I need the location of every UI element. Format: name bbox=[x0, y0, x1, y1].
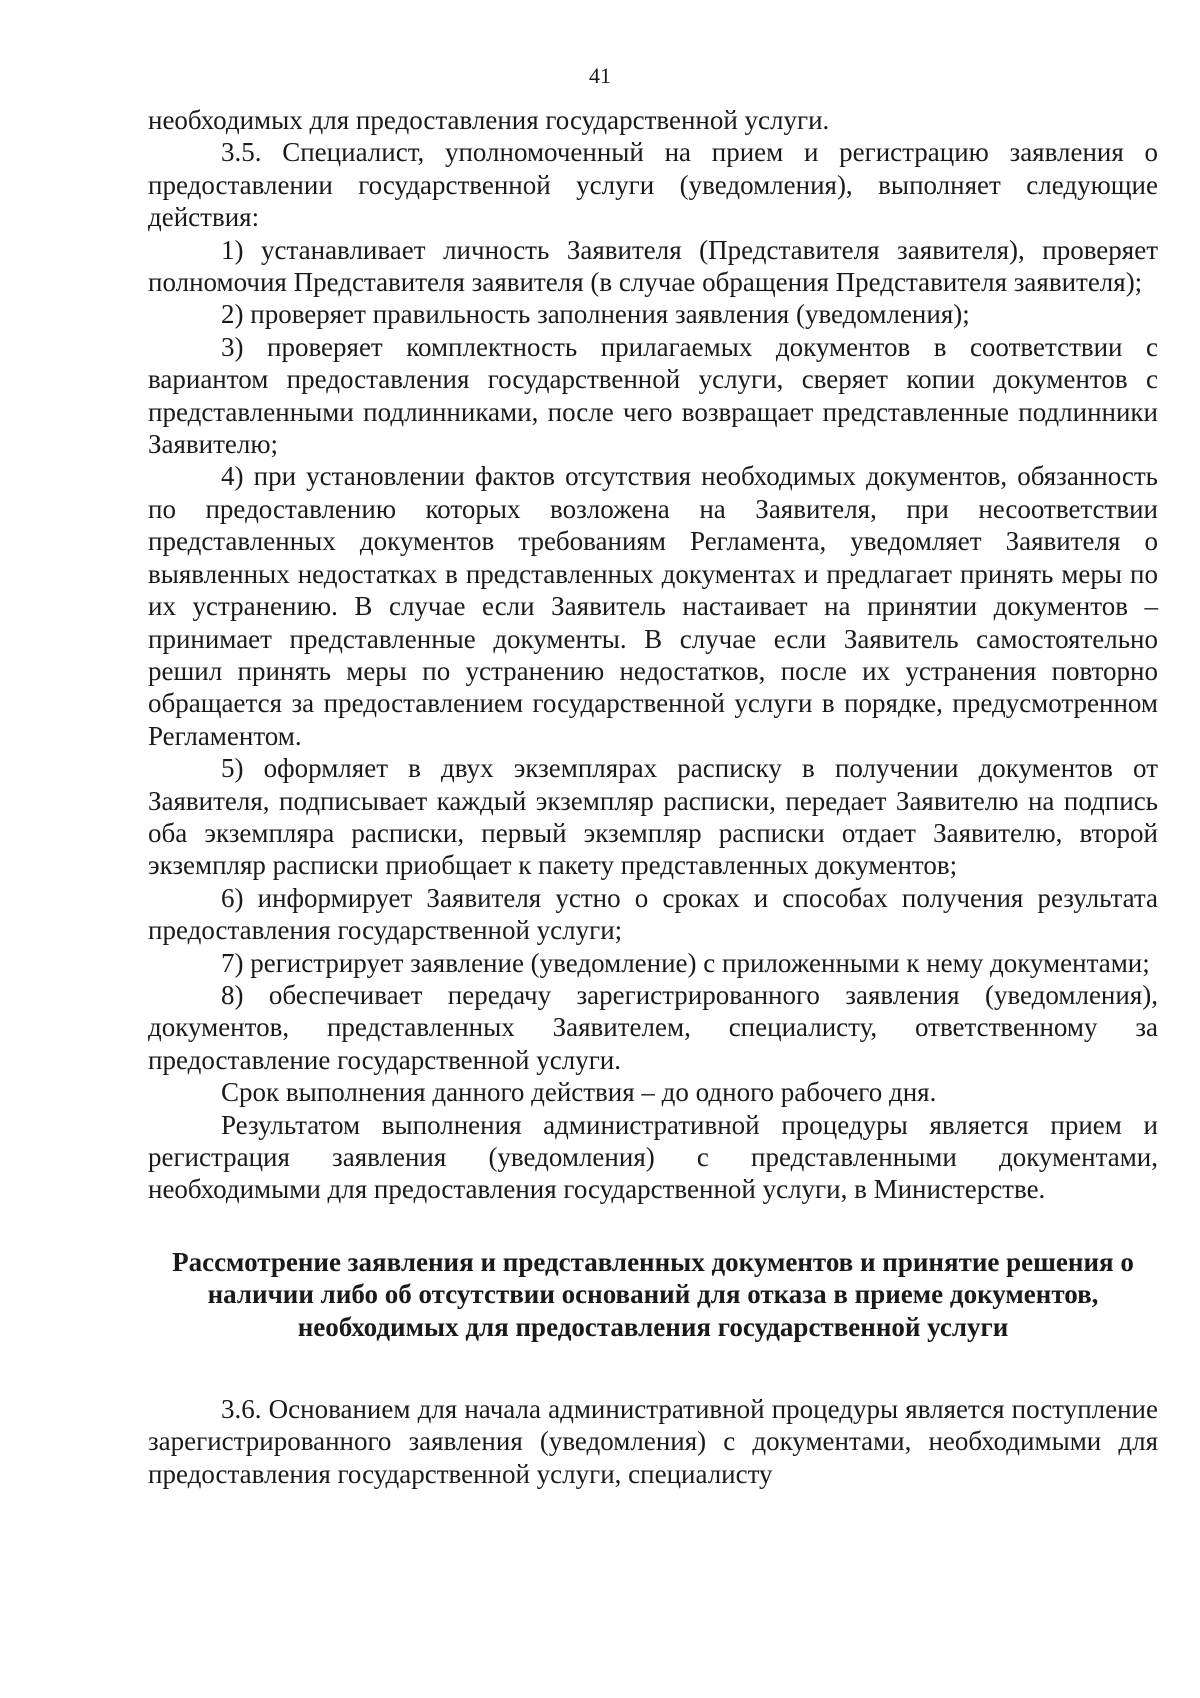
paragraph: необходимых для предоставления государственной услуги. bbox=[148, 105, 830, 135]
section-heading: Рассмотрение заявления и представленных документов и принятие решения о наличии либо об отсутствии оснований для отказа в приеме документов, необходимых для предоставления государственной услуги bbox=[172, 1246, 1134, 1342]
page-number: 41 bbox=[589, 63, 611, 88]
paragraph: 4) при установлении фактов отсутствия необходимых документов, обязанность по предоставлению которых возложена на Заявителя, при несоответствии представленных документов требованиям Регламента, уведомляет Заявителя о выявленных недостатках в представленных документах и предлагает принять меры по их устранению. В случае если Заявитель настаивает на принятии документов – принимает представленные документы. В случае если Заявитель самостоятельно решил принять меры по устранению недостатков, после их устранения повторно обращается за предоставлением государственной услуги в порядке, предусмотренном Регламентом. bbox=[148, 461, 1158, 751]
paragraph: 1) устанавливает личность Заявителя (Представителя заявителя), проверяет полномочия Представителя заявителя (в случае обращения Представителя заявителя); bbox=[148, 234, 1158, 298]
paragraphs-before-heading bbox=[148, 104, 1158, 1206]
paragraph: 2) проверяет правильность заполнения заявления (уведомления); bbox=[221, 299, 970, 330]
paragraph: 7) регистрирует заявление (уведомление) с приложенными к нему документами; bbox=[221, 947, 1150, 978]
paragraph: 3) проверяет комплектность прилагаемых документов в соответствии с вариантом предоставления государственной услуги, сверяет копии документов с представленными подлинниками, после чего возвращает представленные подлинники Заявителю; bbox=[148, 331, 1158, 460]
paragraph: 3.6. Основанием для начала административной процедуры является поступление зарегистрированного заявления (уведомления) с документами, необходимыми для предоставления государственной услуги, специалисту bbox=[148, 1394, 1158, 1489]
paragraph: 5) оформляет в двух экземплярах расписку в получении документов от Заявителя, подписывает каждый экземпляр расписки, передает Заявителю на подпись оба экземпляра расписки, первый экземпляр расписки отдает Заявителю, второй экземпляр расписки приобщает к пакету представленных документов; bbox=[148, 753, 1158, 881]
paragraph: Срок выполнения данного действия – до одного рабочего дня. bbox=[221, 1077, 937, 1108]
paragraph: 8) обеспечивает передачу зарегистрированного заявления (уведомления), документов, представленных Заявителем, специалисту, ответственному за предоставление государственной услуги. bbox=[148, 979, 1158, 1075]
paragraph: 3.5. Специалист, уполномоченный на прием и регистрацию заявления о предоставлении государственной услуги (уведомления), выполняет следующие действия: bbox=[148, 137, 1158, 233]
paragraph: Результатом выполнения административной процедуры является прием и регистрация заявления (уведомления) с представленными документами, необходимыми для предоставления государственной услуги, в Министерстве. bbox=[148, 1109, 1158, 1205]
paragraphs-after-heading bbox=[148, 1393, 1158, 1490]
paragraph: 6) информирует Заявителя устно о сроках и способах получения результата предоставления государственной услуги; bbox=[148, 882, 1158, 946]
document-body bbox=[148, 104, 1158, 1490]
